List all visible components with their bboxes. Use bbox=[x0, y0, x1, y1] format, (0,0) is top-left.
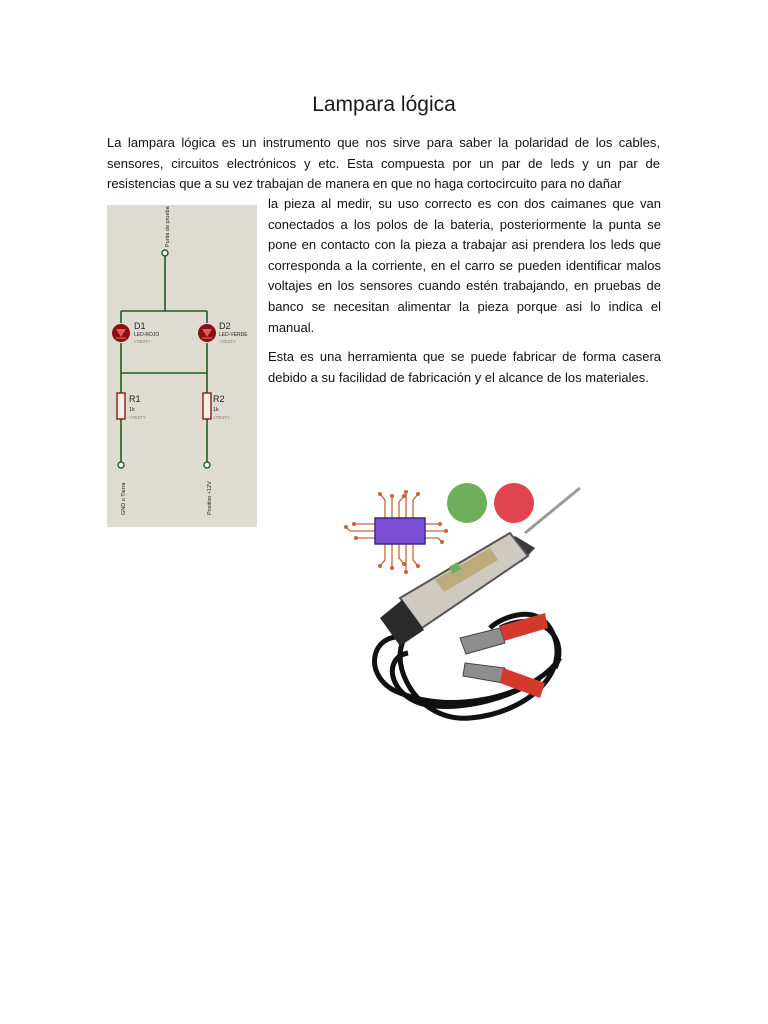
led-d1-symbol bbox=[112, 324, 130, 342]
paragraph-homemade: Esta es una herramienta que se puede fabricar de forma casera debido a su facilidad de fabricación y el alcance de los materiales. bbox=[268, 349, 661, 385]
resistor-r1-symbol bbox=[117, 393, 125, 419]
label-r1-value: 1k bbox=[129, 407, 135, 413]
label-r2-text: <TEXT> bbox=[213, 415, 230, 420]
green-led-icon bbox=[447, 483, 487, 523]
label-d2-type: LED-VERDE bbox=[219, 332, 248, 338]
terminal-right bbox=[204, 462, 210, 468]
terminal-top bbox=[162, 250, 168, 256]
label-d1-ref: D1 bbox=[134, 321, 146, 331]
schematic-drawing bbox=[107, 205, 257, 527]
red-led-icon bbox=[494, 483, 534, 523]
label-r2-value: 1k bbox=[213, 407, 219, 413]
led-d2-symbol bbox=[198, 324, 216, 342]
alligator-clips-icon bbox=[460, 613, 548, 698]
label-r2-ref: R2 bbox=[213, 394, 225, 404]
label-d2-text: <TEXT> bbox=[219, 339, 236, 344]
resistor-r2-symbol bbox=[203, 393, 211, 419]
page-title: Lampara lógica bbox=[312, 93, 456, 116]
label-d2-ref: D2 bbox=[219, 321, 231, 331]
label-d1-type: LED-ROJO bbox=[134, 332, 160, 338]
terminal-left bbox=[118, 462, 124, 468]
test-lamp-drawing bbox=[340, 478, 590, 728]
label-right-terminal: Positivo +12V bbox=[207, 481, 213, 515]
test-lamp-illustration bbox=[340, 478, 590, 728]
label-d1-text: <TEXT> bbox=[134, 339, 151, 344]
circuit-schematic bbox=[107, 205, 257, 527]
paragraph-usage: la pieza al medir, su uso correcto es con dos caimanes que van conectados a los polos de la bateria, posteriormente la punta se pone en contacto con la pieza a trabajar asi prendera los leds que corresponda a la corriente, en el carro se pueden identificar malos voltajes en los sensores cuando estén trabajando, en pruebas de banco se necesitan alimentar la pieza porque asi lo indica el manual. bbox=[268, 196, 661, 335]
paragraph-intro: La lampara lógica es un instrumento que nos sirve para saber la polaridad de los cables, sensores, circuitos electrónicos y etc. Esta compuesta por un par de leds y un par de resistencias que a su vez trabajan de manera en que no haga cortocircuito para no dañar bbox=[107, 135, 660, 192]
label-r1-text: <TEXT> bbox=[129, 415, 146, 420]
label-top-terminal: Punta de prueba bbox=[165, 206, 171, 247]
label-r1-ref: R1 bbox=[129, 394, 141, 404]
label-left-terminal: GND o Tierra bbox=[121, 482, 127, 515]
